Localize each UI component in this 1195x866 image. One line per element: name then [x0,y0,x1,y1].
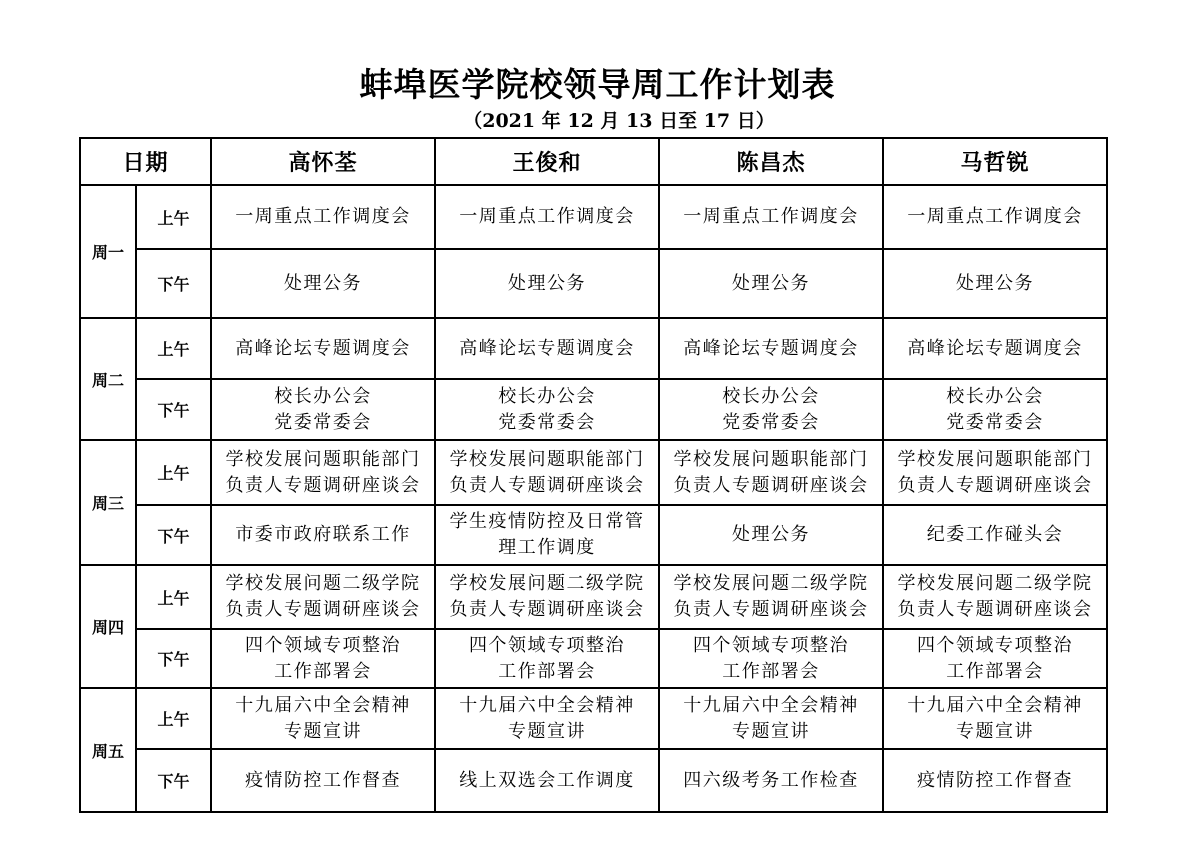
schedule-cell [659,505,883,565]
schedule-item-text: 四个领域专项整治 [693,634,850,656]
schedule-item-text: 一周重点工作调度会 [235,206,411,227]
schedule-row [80,379,1107,440]
schedule-cell [883,505,1107,565]
leader-header: 高怀荃 [211,138,435,185]
leader-header: 马哲锐 [883,138,1107,185]
schedule-cell [883,379,1107,440]
schedule-item-text: 一周重点工作调度会 [907,206,1083,227]
schedule-item-text: 校长办公会 [946,385,1044,407]
schedule-cell [883,249,1107,318]
schedule-item-text: 学校发展问题二级学院 [897,573,1093,594]
schedule-item-text: 四个领域专项整治 [917,634,1074,656]
schedule-row [80,440,1107,505]
schedule-cell [883,440,1107,505]
schedule-item-text: 高峰论坛专题调度会 [683,337,859,359]
schedule-item-text: 工作部署会 [274,660,372,682]
schedule-row [80,249,1107,318]
schedule-item-text: 疫情防控工作督查 [917,769,1074,791]
schedule-row [80,749,1107,812]
leader-header: 王俊和 [435,138,659,185]
schedule-item-text: 处理公务 [732,272,811,294]
schedule-cell [883,185,1107,249]
date-header: 日期 [80,138,211,185]
schedule-item-text: 疫情防控工作督查 [245,769,402,791]
schedule-cell [883,688,1107,749]
schedule-row [80,505,1107,565]
schedule-item-text: 学校发展问题职能部门 [673,448,869,470]
schedule-item-text: 十九届六中全会精神 [459,694,635,716]
schedule-cell [883,749,1107,812]
schedule-cell [659,565,883,629]
schedule-item-text: 党委常委会 [274,411,372,433]
period-label: 下午 [136,249,211,318]
header-row [80,138,1107,185]
schedule-item-text: 理工作调度 [498,537,596,558]
schedule-cell [211,629,435,688]
day-label: 周四 [80,565,136,688]
schedule-item-text: 负责人专题调研座谈会 [897,474,1093,496]
schedule-item-text: 市委市政府联系工作 [235,524,411,545]
schedule-item-text: 一周重点工作调度会 [459,206,635,227]
leader-header: 陈昌杰 [659,138,883,185]
day-label: 周三 [80,440,136,565]
schedule-cell [659,249,883,318]
schedule-item-text: 党委常委会 [722,411,820,433]
schedule-cell [211,185,435,249]
schedule-item-text: 负责人专题调研座谈会 [673,474,869,496]
schedule-item-text: 专题宣讲 [956,720,1035,742]
schedule-cell [883,629,1107,688]
schedule-item-text: 校长办公会 [722,385,820,407]
schedule-item-text: 学校发展问题职能部门 [225,448,421,470]
period-label: 下午 [136,505,211,565]
schedule-cell [211,379,435,440]
schedule-item-text: 学校发展问题职能部门 [897,448,1093,470]
schedule-item-text: 学校发展问题二级学院 [225,573,421,594]
schedule-cell [211,565,435,629]
period-label: 上午 [136,565,211,629]
schedule-cell [883,318,1107,379]
schedule-cell [211,249,435,318]
schedule-cell [435,318,659,379]
schedule-cell [659,749,883,812]
schedule-item-text: 学校发展问题二级学院 [673,573,869,594]
schedule-item-text: 四六级考务工作检查 [683,769,859,791]
period-label: 上午 [136,688,211,749]
schedule-item-text: 十九届六中全会精神 [235,694,411,716]
schedule-cell [211,749,435,812]
schedule-cell [659,629,883,688]
schedule-cell [659,379,883,440]
schedule-item-text: 校长办公会 [498,385,596,407]
schedule-table [79,137,1108,813]
schedule-item-text: 负责人专题调研座谈会 [897,599,1093,620]
schedule-row [80,185,1107,249]
schedule-row [80,565,1107,629]
schedule-cell [435,185,659,249]
schedule-item-text: 四个领域专项整治 [245,634,402,656]
schedule-cell [435,749,659,812]
schedule-cell [211,440,435,505]
schedule-cell [211,688,435,749]
schedule-item-text: 处理公务 [284,272,363,294]
schedule-item-text: 处理公务 [508,272,587,294]
schedule-cell [211,318,435,379]
schedule-body [80,185,1107,812]
schedule-cell [659,440,883,505]
schedule-item-text: 负责人专题调研座谈会 [449,474,645,496]
schedule-item-text: 十九届六中全会精神 [907,694,1083,716]
schedule-item-text: 工作部署会 [946,660,1044,682]
schedule-item-text: 十九届六中全会精神 [683,694,859,716]
day-label: 周二 [80,318,136,440]
schedule-item-text: 负责人专题调研座谈会 [673,599,869,620]
schedule-cell [659,688,883,749]
schedule-item-text: 处理公务 [732,524,811,545]
period-label: 下午 [136,629,211,688]
schedule-header [80,138,1107,185]
document-title: 蚌埠医学院校领导周工作计划表 [359,65,836,104]
schedule-cell [435,565,659,629]
schedule-item-text: 学生疫情防控及日常管 [449,511,645,532]
schedule-item-text: 高峰论坛专题调度会 [907,337,1083,359]
schedule-cell [659,185,883,249]
period-label: 上午 [136,185,211,249]
schedule-item-text: 负责人专题调研座谈会 [449,599,645,620]
schedule-cell [435,379,659,440]
document-subtitle: （2021 年 12 月 13 日至 17 日） [463,110,775,132]
period-label: 上午 [136,440,211,505]
schedule-item-text: 纪委工作碰头会 [926,524,1064,545]
schedule-cell [883,565,1107,629]
schedule-item-text: 校长办公会 [274,385,372,407]
schedule-item-text: 专题宣讲 [284,720,363,742]
schedule-item-text: 工作部署会 [498,660,596,682]
schedule-item-text: 线上双选会工作调度 [459,769,635,791]
schedule-item-text: 负责人专题调研座谈会 [225,474,421,496]
schedule-row [80,688,1107,749]
schedule-item-text: 工作部署会 [722,660,820,682]
schedule-item-text: 一周重点工作调度会 [683,206,859,227]
schedule-row [80,629,1107,688]
period-label: 下午 [136,379,211,440]
schedule-cell [435,249,659,318]
period-label: 下午 [136,749,211,812]
schedule-cell [659,318,883,379]
schedule-item-text: 党委常委会 [498,411,596,433]
schedule-row [80,318,1107,379]
schedule-item-text: 负责人专题调研座谈会 [225,599,421,620]
schedule-cell [435,505,659,565]
schedule-item-text: 处理公务 [956,272,1035,294]
period-label: 上午 [136,318,211,379]
schedule-cell [435,688,659,749]
schedule-item-text: 学校发展问题职能部门 [449,448,645,470]
day-label: 周一 [80,185,136,318]
schedule-item-text: 高峰论坛专题调度会 [235,337,411,359]
schedule-item-text: 专题宣讲 [732,720,811,742]
schedule-cell [211,505,435,565]
schedule-cell [435,629,659,688]
schedule-item-text: 高峰论坛专题调度会 [459,337,635,359]
schedule-cell [435,440,659,505]
schedule-item-text: 学校发展问题二级学院 [449,573,645,594]
schedule-item-text: 专题宣讲 [508,720,587,742]
schedule-item-text: 四个领域专项整治 [469,634,626,656]
schedule-item-text: 党委常委会 [946,411,1044,433]
day-label: 周五 [80,688,136,812]
